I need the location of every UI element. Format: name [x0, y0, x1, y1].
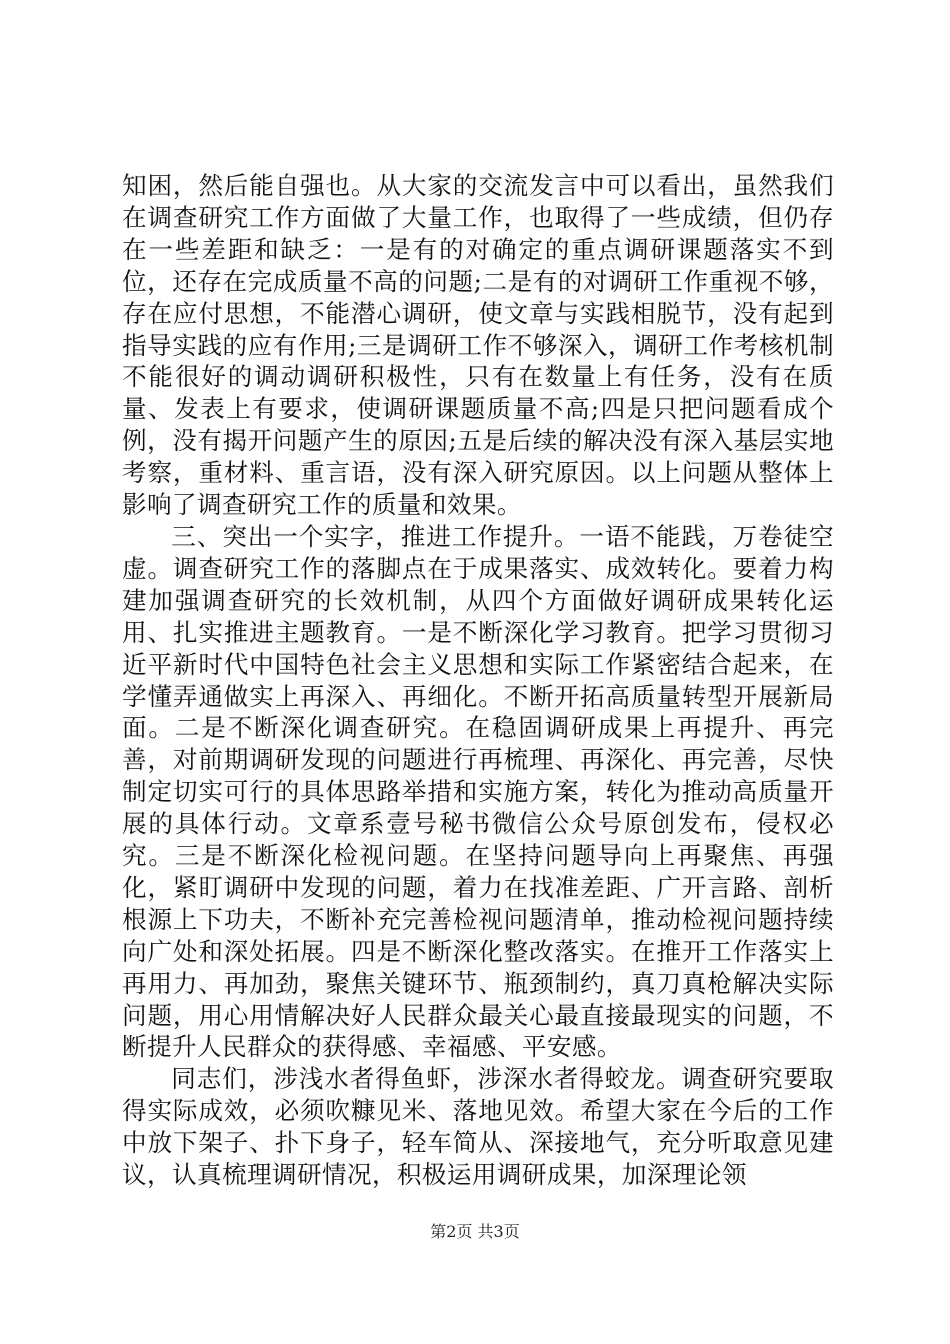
paragraph-section-three: 三、突出一个实字，推进工作提升。一语不能践，万卷徒空虚。调查研究工作的落脚点在于成果落实、成效转化。要着力构建加强调查研究的长效机制，从四个方面做好调研成果转化运用、扎实推进主题教育。一是不断深化学习教育。把学习贯彻习近平新时代中国特色社会主义思想和实际工作紧密结合起来，在学懂弄通做实上再深入、再细化。不断开拓高质量转型开展新局面。二是不断深化调查研究。在稳固调研成果上再提升、再完善，对前期调研发现的问题进行再梳理、再深化、再完善，尽快制定切实可行的具体思路举措和实施方案，转化为推动高质量开展的具体行动。文章系壹号秘书微信公众号原创发布，侵权必究。三是不断深化检视问题。在坚持问题导向上再聚焦、再强化，紧盯调研中发现的问题，着力在找准差距、广开言路、剖析根源上下功夫，不断补充完善检视问题清单，推动检视问题持续向广处和深处拓展。四是不断深化整改落实。在推开工作落实上再用力、再加劲，聚焦关键环节、瓶颈制约，真刀真枪解决实际问题，用心用情解决好人民群众最关心最直接最现实的问题，不断提升人民群众的获得感、幸福感、平安感。	[122, 521, 834, 1062]
page-footer: 第2页 共3页	[430, 1222, 520, 1241]
paragraph-continuation: 知困，然后能自强也。从大家的交流发言中可以看出，虽然我们在调查研究工作方面做了大量工作，也取得了一些成绩，但仍存在一些差距和缺乏：一是有的对确定的重点调研课题落实不到位，还存在完成质量不高的问题;二是有的对调研工作重视不够，存在应付思想，不能潜心调研，使文章与实践相脱节，没有起到指导实践的应有作用;三是调研工作不够深入，调研工作考核机制不能很好的调动调研积极性，只有在数量上有任务，没有在质量、发表上有要求，使调研课题质量不高;四是只把问题看成个例，没有揭开问题产生的原因;五是后续的解决没有深入基层实地考察，重材料、重言语，没有深入研究原因。以上问题从整体上影响了调查研究工作的质量和效果。	[122, 171, 834, 520]
paragraph-closing: 同志们，涉浅水者得鱼虾，涉深水者得蛟龙。调查研究要取得实际成效，必须吹糠见米、落地见效。希望大家在今后的工作中放下架子、扑下身子，轻车简从、深接地气，充分听取意见建议，认真梳理调研情况，积极运用调研成果，加深理论领	[122, 1064, 834, 1190]
body-text	[122, 170, 834, 1191]
